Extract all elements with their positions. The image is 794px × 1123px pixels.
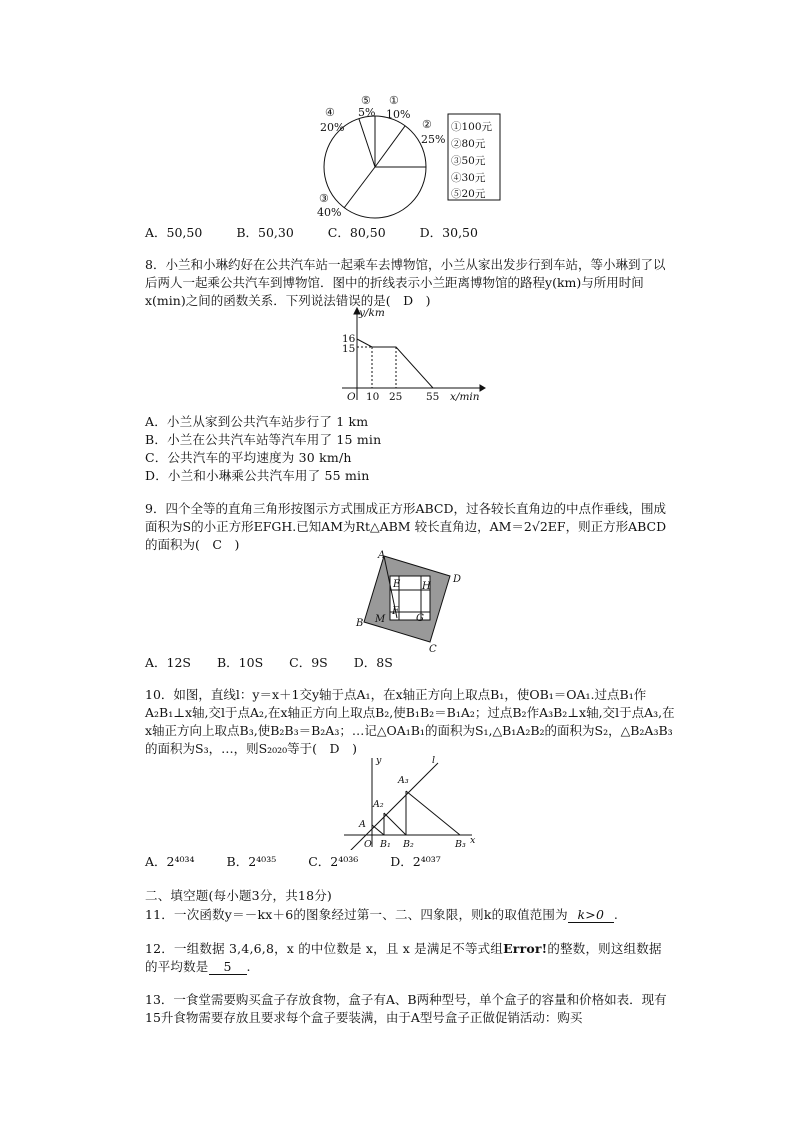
q11 (145, 905, 618, 923)
q10-option-c: C．2⁴⁰³⁶ (308, 854, 359, 869)
label-y: y (376, 755, 382, 766)
pie-label-3-pct: 40% (317, 206, 342, 219)
label-a: A (378, 550, 386, 561)
pie-label-2-num: ② (422, 118, 432, 131)
q10-stem: 10．如图，直线l：y＝x＋1交y轴于点A₁，在x轴正方向上取点B₁，使OB₁＝OA₁.过点B₁作A₂B₁⊥x轴,交l于点A₂,在x轴正方向上取点B₂,使B₁B₂＝B₁A₂；过点B₂作A₃B₂⊥x轴,交l于点A₃,在x轴正方向上取点B₃,使B₂B₃＝B₂A₃；…记△OA₁B₁的面积为S₁,△B₁A₂B₂的面积为S₂，△B₂A₃B₃的面积为S₃，…，则S₂₀₂₀等于( D ) (145, 687, 675, 756)
q12-line2 (145, 957, 251, 975)
legend-item: ④30元 (451, 172, 486, 184)
label-o: O (364, 839, 372, 850)
label-f: F (392, 606, 399, 617)
x-axis-arrow (480, 385, 485, 391)
label-l: l (432, 755, 436, 766)
pie-label-3-num: ③ (319, 192, 329, 205)
q10-option-a: A．2⁴⁰³⁴ (145, 854, 195, 869)
legend-item: ⑤20元 (451, 188, 486, 200)
q8-option-d: D．小兰和小琳乘公共汽车用了 55 min (145, 468, 370, 483)
pie-label-5-num: ⑤ (361, 94, 371, 107)
x-tick-25: 25 (389, 391, 403, 403)
pie-label-4-num: ④ (325, 106, 335, 119)
small-square (399, 590, 421, 612)
q8-graph (330, 305, 490, 405)
q8-option-c: C．公共汽车的平均速度为 30 km/h (145, 450, 352, 465)
label-h: H (422, 581, 431, 592)
q9-options (145, 653, 415, 671)
q12-text2: 的整数，则这组数据 (547, 941, 662, 956)
q7-option-d: D．30,50 (419, 225, 478, 240)
label-a1: A (359, 819, 366, 830)
q8-option-a: A．小兰从家到公共汽车站步行了 1 km (145, 414, 369, 429)
x-axis-label: x/min (450, 391, 480, 403)
q11-answer: k>0 (568, 907, 614, 923)
label-d: D (453, 574, 462, 585)
legend-item: ②80元 (451, 138, 486, 150)
distance-line (357, 339, 433, 388)
q7-pie-figure (300, 92, 520, 222)
label-b: B (356, 618, 364, 629)
pie-label-4-pct: 20% (320, 121, 345, 134)
y-tick-15: 15 (342, 343, 356, 355)
q9-option-a: A．12S (145, 655, 191, 670)
label-b3: B₃ (455, 839, 466, 850)
label-c: C (429, 644, 437, 654)
q9-option-d: D．8S (353, 655, 393, 670)
q11-text: 11．一次函数y＝－kx＋6的图象经过第一、二、四象限，则k的取值范围为 (145, 907, 568, 922)
q7-option-a: A．50,50 (145, 225, 203, 240)
q12-text3: 的平均数是 (145, 959, 209, 974)
pie-label-5-pct: 5% (358, 106, 376, 119)
q13-stem: 13．一食堂需要购买盒子存放食物，盒子有A、B两种型号，单个盒子的容量和价格如表．现有15升食物需要存放且要求每个盒子要装满，由于A型号盒子正做促销活动：购买 (145, 992, 667, 1025)
label-m: M (375, 614, 386, 625)
label-a2: A₂ (373, 799, 384, 810)
label-g: G (416, 613, 424, 624)
q8-stem: 8．小兰和小琳约好在公共汽车站一起乘车去博物馆，小兰从家出发步行到车站，等小琳到了以后两人一起乘公共汽车到博物馆．图中的折线表示小兰距离博物馆的路程y(km)与所用时间x(min)之间的函数关系．下列说法错误的是( D ) (145, 257, 666, 308)
section-heading: 二、填空题(每小题3分，共18分) (145, 888, 333, 903)
label-x: x (470, 835, 476, 846)
q12-line1 (145, 939, 662, 957)
q12-error: Error! (503, 941, 548, 956)
label-b2: B₂ (403, 839, 414, 850)
q9-option-b: B．10S (217, 655, 264, 670)
q12-answer: 5 (209, 959, 247, 975)
q9-stem: 9．四个全等的直角三角形按图示方式围成正方形ABCD，过各较长直角边的中点作垂线，围成面积为S的小正方形EFGH.已知AM为Rt△ABM 较长直角边，AM＝2√2EF，则正方形ABCD的面积为( C ) (145, 501, 667, 552)
q7-option-c: C．80,50 (327, 225, 386, 240)
origin-label: O (347, 391, 356, 403)
q9-option-c: C．9S (289, 655, 328, 670)
pie-label-2-pct: 25% (421, 133, 446, 146)
label-e: E (393, 579, 401, 590)
q7-options (145, 223, 500, 241)
legend-item: ①100元 (451, 121, 493, 133)
q12-text1: 12．一组数据 3,4,6,8，x 的中位数是 x，且 x 是满足不等式组 (145, 941, 504, 956)
pie-label-1-num: ① (389, 94, 399, 107)
legend-item: ③50元 (451, 155, 486, 167)
label-b1: B₁ (380, 839, 391, 850)
q10-figure (340, 755, 480, 850)
label-a3: A₃ (398, 775, 409, 786)
q11-end: . (613, 907, 619, 922)
y-axis-label: y/km (359, 307, 385, 319)
pie-label-1-pct: 10% (386, 108, 411, 121)
x-tick-10: 10 (366, 391, 380, 403)
q8-option-b: B．小兰在公共汽车站等汽车用了 15 min (145, 432, 382, 447)
q9-figure (352, 548, 472, 654)
q10-option-b: B．2⁴⁰³⁵ (226, 854, 277, 869)
x-tick-55: 55 (426, 391, 440, 403)
y-tick-16: 16 (342, 333, 356, 345)
q7-option-b: B．50,30 (236, 225, 294, 240)
q12-end: . (246, 959, 251, 974)
q10-options (145, 852, 463, 870)
q10-option-d: D．2⁴⁰³⁷ (390, 854, 441, 869)
